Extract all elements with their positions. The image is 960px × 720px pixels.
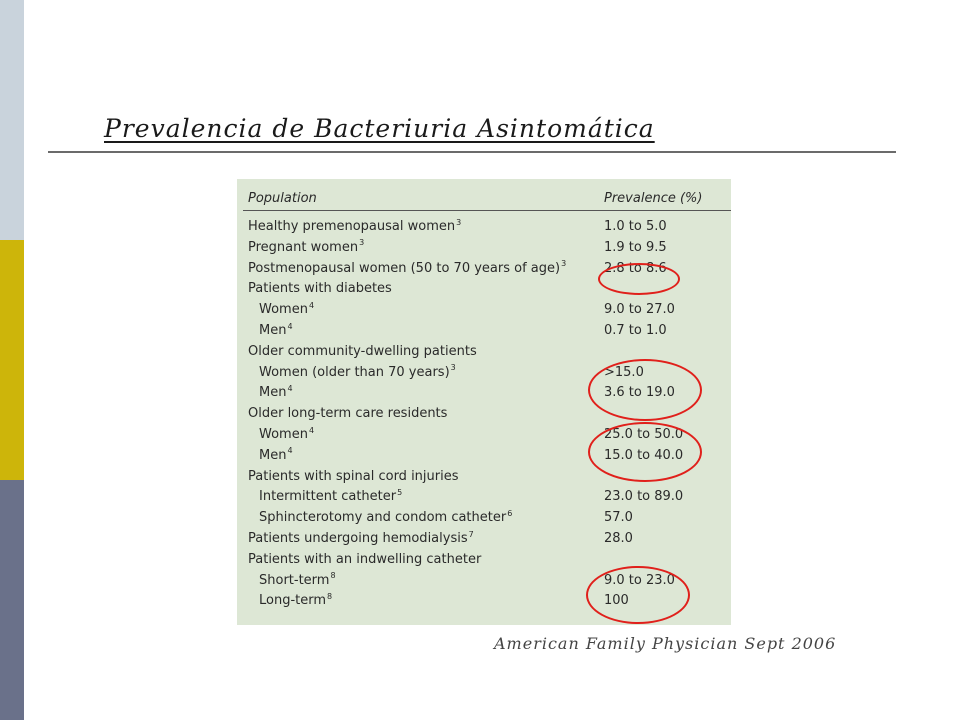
population-cell	[259, 571, 336, 591]
prevalence-cell: 3.6 to 19.0	[604, 385, 675, 401]
population-cell	[259, 425, 314, 445]
reference-number: 4	[287, 384, 293, 394]
population-cell	[259, 508, 512, 528]
reference-number: 6	[507, 508, 513, 518]
table-row	[237, 300, 731, 320]
population-label: Sphincterotomy and condom catheter	[259, 510, 507, 526]
prevalence-cell: 1.9 to 9.5	[604, 239, 667, 255]
reference-number: 3	[561, 259, 567, 269]
population-label: Women	[259, 302, 308, 318]
population-cell	[248, 217, 461, 237]
population-label: Long-term	[259, 593, 327, 609]
population-label: Patients undergoing hemodialysis	[248, 531, 468, 546]
population-cell	[248, 238, 364, 258]
population-label: Postmenopausal women (50 to 70 years of age)	[248, 260, 561, 276]
header-population: Population	[248, 191, 317, 206]
prevalence-cell: 28.0	[604, 531, 633, 546]
citation: American Family Physician Sept 2006	[494, 634, 837, 653]
population-cell	[259, 383, 293, 403]
reference-number: 7	[468, 529, 474, 539]
prevalence-cell: 23.0 to 89.0	[604, 489, 684, 505]
highlight-circle	[586, 566, 690, 624]
prevalence-cell: 25.0 to 50.0	[604, 427, 684, 442]
prevalence-table	[237, 179, 731, 625]
population-label: Older long-term care residents	[248, 406, 448, 422]
highlight-circle	[598, 263, 680, 295]
prevalence-cell: >15.0	[604, 364, 644, 380]
reference-number: 4	[287, 446, 293, 456]
reference-number: 3	[456, 217, 462, 227]
title-divider	[48, 151, 896, 153]
population-cell	[259, 321, 293, 341]
header-divider	[243, 210, 731, 211]
population-cell	[248, 529, 474, 549]
population-label: Pregnant women	[248, 239, 359, 255]
prevalence-cell: 2.8 to 8.6	[604, 260, 667, 276]
reference-number: 3	[359, 238, 365, 248]
population-cell	[259, 363, 456, 383]
table-row	[237, 529, 731, 549]
prevalence-cell: 15.0 to 40.0	[604, 447, 684, 463]
population-label: Men	[259, 323, 287, 338]
prevalence-cell: 100	[604, 593, 629, 609]
reference-number: 4	[308, 300, 315, 310]
highlight-circle	[588, 359, 702, 421]
population-cell	[248, 467, 459, 487]
population-label: Patients with an indwelling catheter	[248, 551, 482, 567]
reference-number: 5	[397, 488, 403, 498]
population-cell	[259, 446, 293, 466]
table-row	[237, 508, 731, 528]
sidebar-accent-bottom	[0, 480, 24, 720]
table-row	[237, 238, 731, 258]
reference-number: 8	[327, 592, 333, 602]
population-label: Healthy premenopausal women	[248, 219, 456, 234]
prevalence-cell: 0.7 to 1.0	[604, 323, 667, 338]
population-label: Men	[259, 447, 287, 463]
reference-number: 4	[308, 425, 315, 435]
table-row	[237, 321, 731, 341]
population-label: Patients with spinal cord injuries	[248, 468, 459, 484]
population-label: Intermittent catheter	[259, 489, 397, 505]
prevalence-cell: 9.0 to 23.0	[604, 572, 675, 588]
population-label: Women (older than 70 years)	[259, 364, 450, 380]
population-cell	[259, 300, 314, 320]
population-cell	[259, 487, 402, 507]
population-label: Older community-dwelling patients	[248, 343, 477, 359]
highlight-circle	[588, 422, 702, 482]
slide-title: Prevalencia de Bacteriuria Asintomática	[104, 114, 655, 143]
prevalence-cell: 57.0	[604, 510, 633, 526]
table-row	[237, 217, 731, 237]
prevalence-cell: 9.0 to 27.0	[604, 302, 675, 318]
table-row	[237, 550, 731, 570]
population-cell	[248, 342, 477, 362]
population-cell	[248, 259, 566, 279]
population-cell	[248, 404, 447, 424]
population-cell	[248, 279, 392, 299]
population-cell	[248, 550, 481, 570]
prevalence-cell: 1.0 to 5.0	[604, 219, 667, 234]
population-label: Patients with diabetes	[248, 281, 392, 297]
population-label: Short-term	[259, 572, 330, 588]
header-prevalence: Prevalence (%)	[604, 191, 703, 206]
table-row	[237, 487, 731, 507]
reference-number: 8	[330, 571, 336, 581]
population-label: Men	[259, 385, 287, 401]
reference-number: 4	[287, 321, 293, 331]
population-cell	[259, 591, 332, 611]
sidebar-accent-top	[0, 0, 24, 240]
reference-number: 3	[450, 363, 456, 373]
sidebar-accent-middle	[0, 240, 24, 480]
population-label: Women	[259, 427, 308, 442]
